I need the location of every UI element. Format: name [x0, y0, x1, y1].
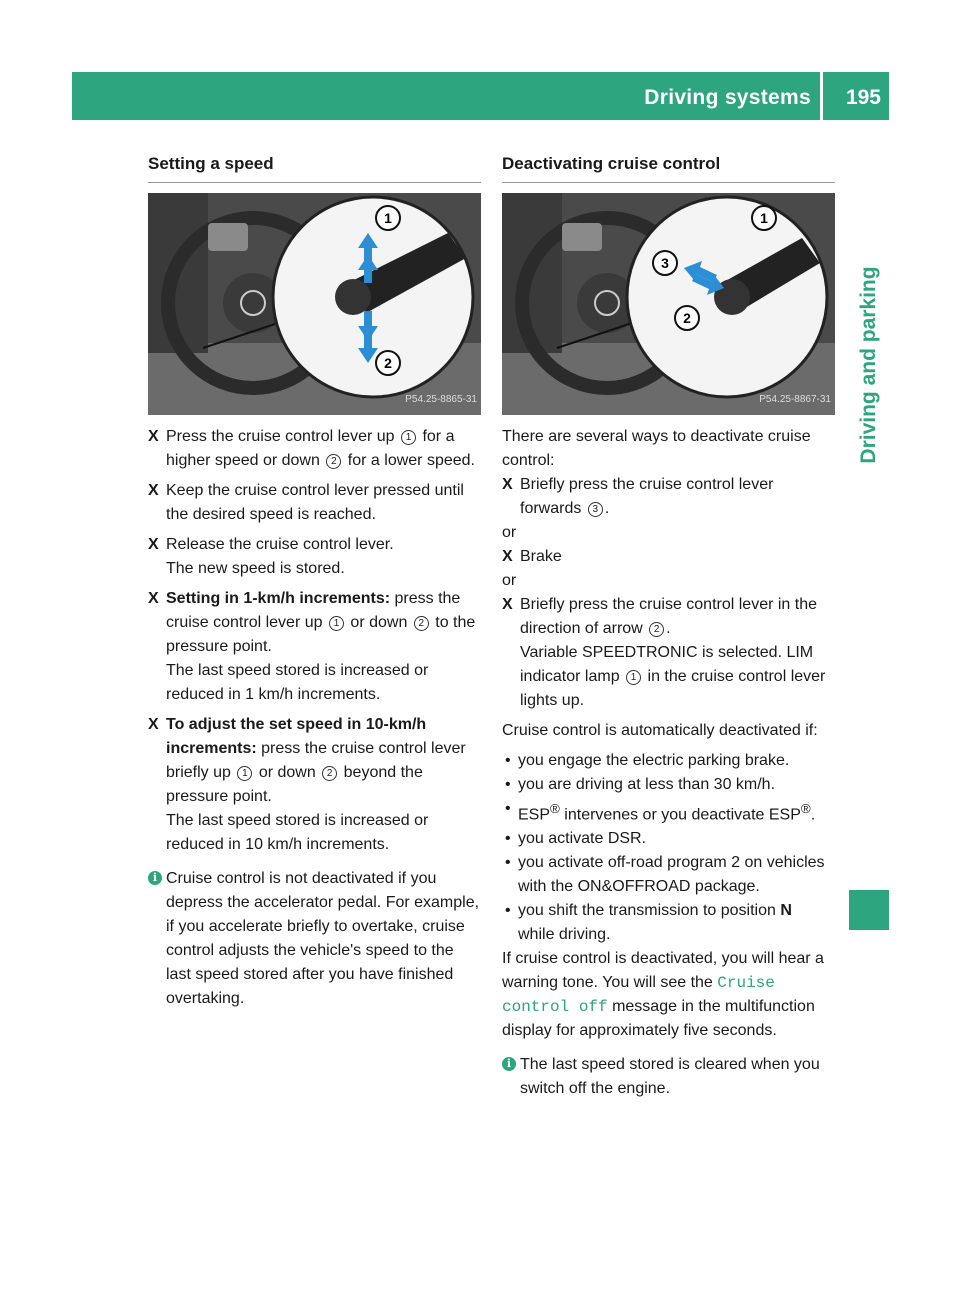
info-icon: i	[148, 871, 162, 885]
step-1: X Press the cruise control lever up 1 for a higher speed or down 2 for a lower speed.	[148, 428, 475, 469]
step-4: X Setting in 1-km/h increments: press the cruise control lever up 1 or down 2 to the pressure point. The last speed stored is increased or reduced in 1 km/h increments.	[148, 590, 476, 703]
callout-2: 2	[683, 310, 691, 326]
callout-1: 1	[760, 210, 768, 226]
right-column	[502, 150, 835, 1101]
or-text: or	[502, 524, 517, 541]
bullet-item: • you shift the transmission to position N while driving.	[505, 902, 792, 944]
option-1: X Briefly press the cruise control lever forwards 3 .	[502, 476, 774, 517]
figure-steering-lever-up-down	[148, 193, 481, 415]
option-3: X Briefly press the cruise control lever in the direction of arrow 2 . Variable SPEEDTRONIC is selected. LIM indicator lamp 1 in the cruise control lever lights up.	[502, 596, 826, 709]
callout-2: 2	[384, 355, 392, 371]
option-2: X Brake	[502, 548, 562, 565]
page-header	[72, 72, 889, 120]
bullet-item: • you are driving at less than 30 km/h.	[505, 776, 776, 793]
warning-text: If cruise control is deactivated, you will hear a warning tone. You will see the Cruise control off message in the multifunction display for approximately five seconds.	[502, 950, 824, 1040]
display-message: Cruise control off	[502, 974, 775, 1017]
step-3: X Release the cruise control lever. The new speed is stored.	[148, 536, 394, 577]
or-text: or	[502, 572, 517, 589]
header-divider	[820, 72, 823, 120]
figure-steering-lever-forward	[502, 193, 835, 415]
info-icon: i	[502, 1057, 516, 1071]
bullet-item: • you activate DSR.	[505, 830, 647, 848]
info-note: i The last speed stored is cleared when you switch off the engine.	[502, 1053, 835, 1101]
left-column	[148, 150, 481, 1011]
callout-1: 1	[384, 210, 392, 226]
side-tab-label: Driving and parking	[856, 266, 880, 464]
info-note: i Cruise control is not deactivated if you depress the accelerator pedal. For example, if you accelerate briefly to overtake, cruise control adjusts the vehicle's speed to the last speed stored after you have finished overtaking.	[148, 867, 481, 1011]
section-title: Driving systems	[644, 86, 811, 109]
bullet-item: • you engage the electric parking brake.	[505, 752, 790, 769]
bullet-item: • you activate off-road program 2 on vehicles with the ON&OFFROAD package.	[505, 854, 825, 896]
bullet-item: • ESP® intervenes or you deactivate ESP®.	[505, 800, 816, 824]
page-number: 195	[845, 86, 881, 109]
side-tab-marker	[849, 890, 889, 930]
step-5: X To adjust the set speed in 10-km/h increments: press the cruise control lever briefly up 1 or down 2 beyond the pressure point. The last speed stored is increased or reduced in 10 km/h increments.	[148, 716, 466, 853]
step-2: X Keep the cruise control lever pressed until the desired speed is reached.	[148, 482, 464, 523]
intro-text: There are several ways to deactivate cruise control:	[502, 428, 811, 469]
section-heading: Deactivating cruise control	[502, 150, 835, 183]
section-heading: Setting a speed	[148, 150, 481, 183]
auto-deactivate-intro: Cruise control is automatically deactivated if:	[502, 722, 818, 739]
callout-3: 3	[661, 255, 669, 271]
figure-code: P54.25-8865-31	[405, 394, 477, 405]
figure-code: P54.25-8867-31	[759, 394, 831, 405]
